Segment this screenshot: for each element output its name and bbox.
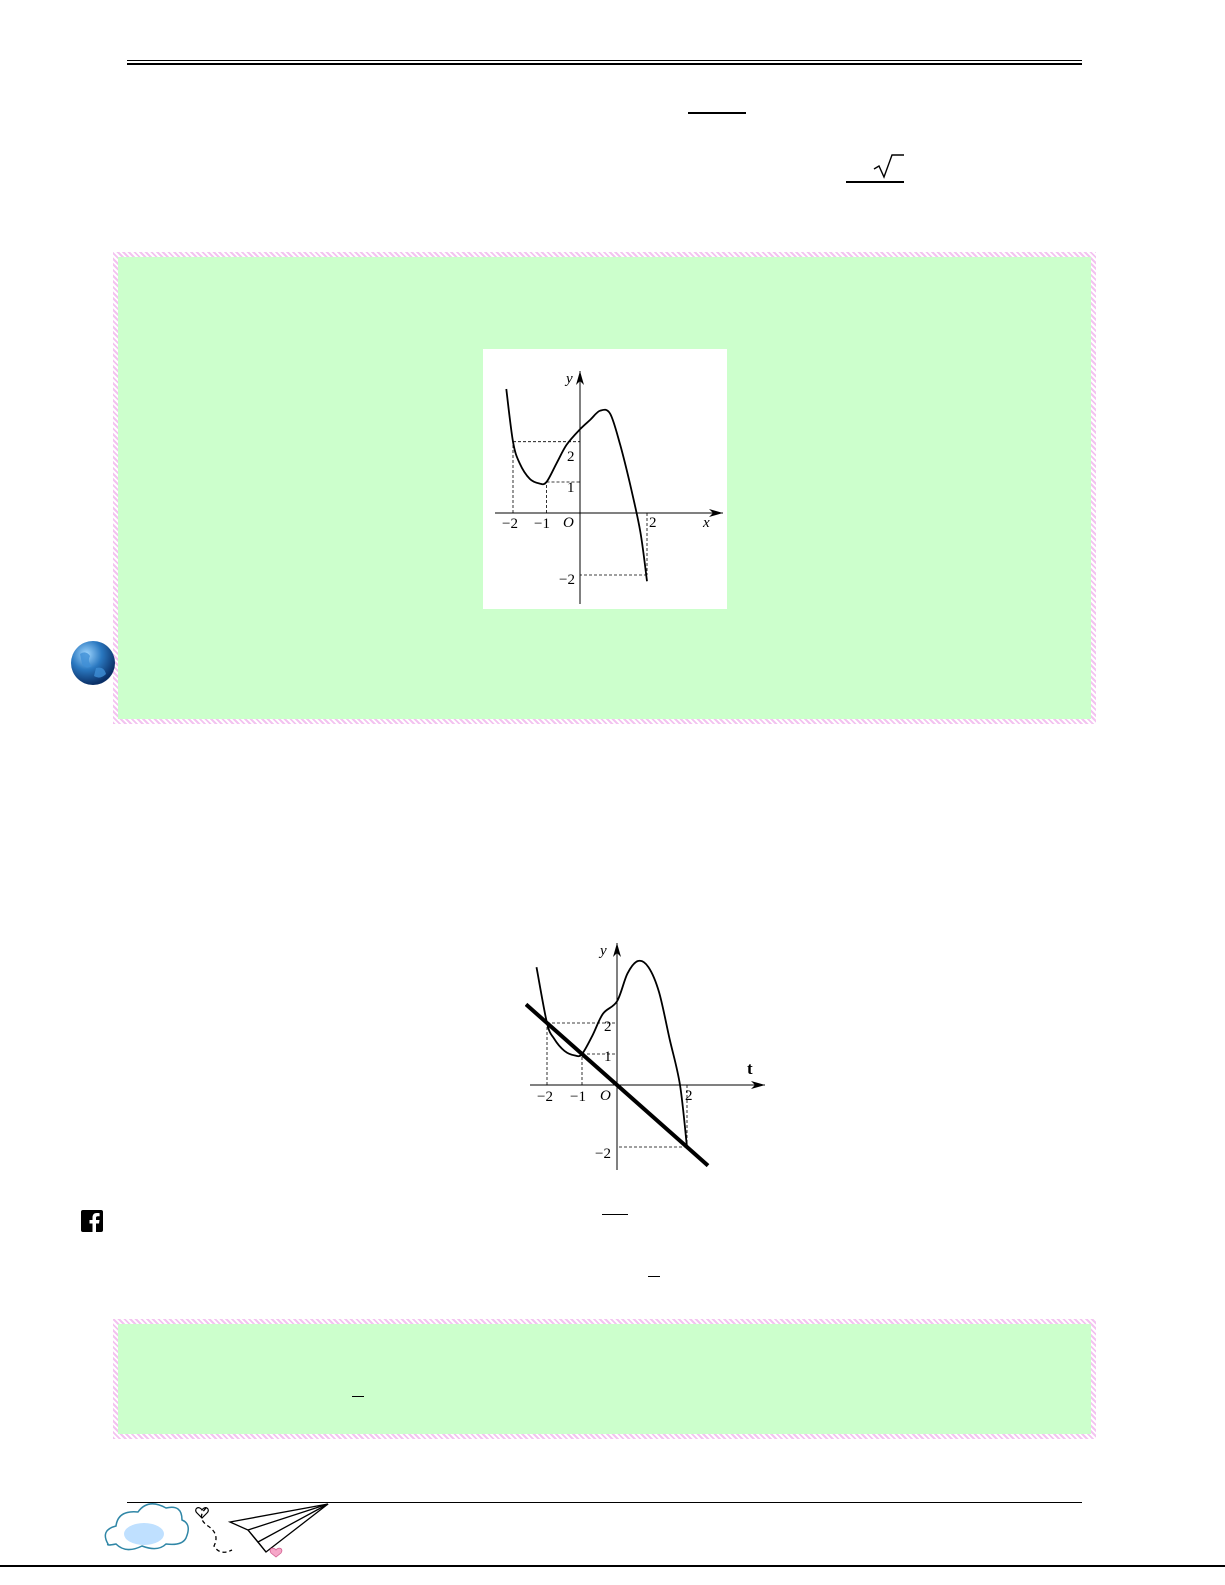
x-axis-label: x xyxy=(703,515,710,531)
curve-f xyxy=(537,961,688,1147)
fraction-bar xyxy=(352,1396,364,1397)
x-tick-label: −2 xyxy=(502,516,518,532)
y-axis-label: y xyxy=(600,943,607,959)
header-rule xyxy=(127,60,1082,61)
figure-1-svg xyxy=(483,349,727,609)
x-axis-label: t xyxy=(747,1059,753,1078)
x-tick-label: −1 xyxy=(570,1089,586,1105)
origin-label: O xyxy=(600,1088,611,1104)
figure-2 xyxy=(525,938,775,1178)
fraction-bar xyxy=(602,1214,628,1215)
fraction-bar xyxy=(846,181,904,183)
x-tick-label: 2 xyxy=(649,515,657,531)
sqrt-symbol xyxy=(872,153,906,179)
y-tick-label: 1 xyxy=(567,480,575,496)
footer-decoration xyxy=(98,1500,338,1560)
globe-icon xyxy=(70,640,116,686)
origin-label: O xyxy=(563,515,574,531)
cloud-icon xyxy=(105,1504,188,1550)
header-rule-thick xyxy=(127,63,1082,65)
y-tick-label: −2 xyxy=(559,572,575,588)
page-bottom-rule xyxy=(0,1565,1225,1567)
highlight-box-2 xyxy=(113,1319,1096,1439)
y-axis-label: y xyxy=(566,371,573,387)
heart-icon xyxy=(270,1548,282,1557)
y-tick-label: 1 xyxy=(604,1049,612,1065)
figure-2-svg xyxy=(525,938,775,1178)
curve-f xyxy=(506,389,647,581)
fraction-bar xyxy=(688,112,746,114)
x-tick-label: −1 xyxy=(534,516,550,532)
paper-plane-icon xyxy=(230,1504,328,1552)
y-tick-label: −2 xyxy=(595,1146,611,1162)
x-tick-label: −2 xyxy=(537,1089,553,1105)
x-tick-label: 2 xyxy=(685,1088,693,1104)
y-tick-label: 2 xyxy=(567,449,575,465)
facebook-icon[interactable] xyxy=(81,1210,103,1232)
figure-1 xyxy=(483,349,727,609)
y-tick-label: 2 xyxy=(604,1019,612,1035)
fraction-bar xyxy=(648,1276,660,1277)
